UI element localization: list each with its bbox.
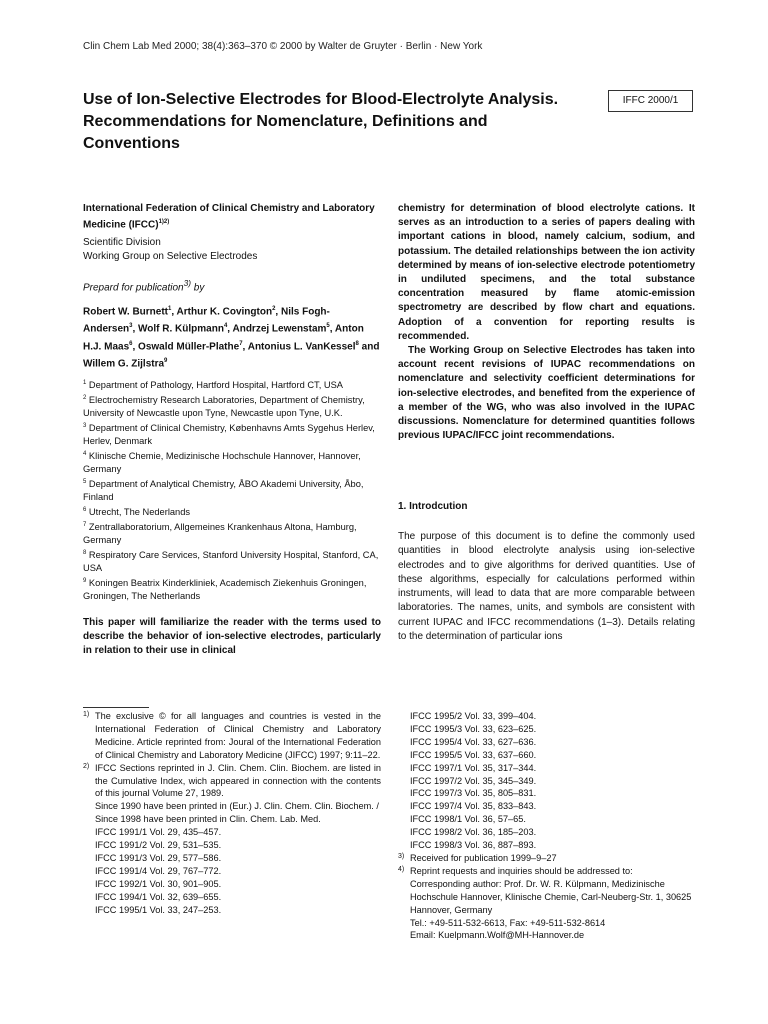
abstract-left: This paper will familiarize the reader with the terms used to describe the behavior of ion-selective electrodes, particularly in relation to their use in clinical	[83, 617, 381, 657]
prepared-label: Prepard for publication	[83, 282, 184, 294]
prepared-by: by	[191, 282, 205, 294]
author-mark: 9	[164, 358, 168, 365]
ifcc-reference: IFCC 1998/2 Vol. 36, 185–203.	[410, 827, 537, 838]
footnotes-left	[83, 710, 381, 917]
affiliation-text: Klinische Chemie, Medizinische Hochschule Hannover, Hannover, Germany	[83, 451, 361, 475]
author-mark: 2	[272, 306, 276, 313]
organization-footnote-marks: 1)2)	[158, 218, 170, 225]
affiliation-text: Department of Analytical Chemistry, ÅBO Akademi University, Åbo, Finland	[83, 479, 364, 503]
author-name: , Oswald Müller-Plathe	[132, 341, 240, 353]
footnote-item	[398, 852, 695, 865]
article-title: Use of Ion-Selective Electrodes for Blood-Electrolyte Analysis. Recommendations for Nomenclature, Definitions and Conventions	[83, 91, 559, 152]
ifcc-document-code: IFFC 2000/1	[608, 90, 693, 112]
ifcc-reference: IFCC 1995/2 Vol. 33, 399–404.	[410, 711, 537, 721]
affiliation-item	[83, 448, 381, 476]
affiliation-text: Department of Pathology, Hartford Hospital, Hartford CT, USA	[86, 380, 343, 391]
affiliation-text: Utrecht, The Nederlands	[86, 507, 191, 518]
author-list	[83, 302, 381, 371]
footnote-item	[398, 865, 695, 917]
ifcc-reference: IFCC 1998/1 Vol. 36, 57–65.	[410, 814, 526, 825]
author-name: , Nils Fogh-Andersen	[83, 306, 330, 335]
scientific-division: Scientific Division	[83, 237, 161, 249]
affiliation-mark: 1	[83, 380, 87, 387]
ifcc-reference: IFCC 1992/1 Vol. 30, 901–905.	[95, 878, 222, 889]
author-mark: 3	[129, 323, 133, 330]
author-name: , Arthur K. Covington	[171, 306, 273, 318]
abstract-right-paragraph-2: The Working Group on Selective Electrodes has taken into account recent revisions of IUPAC recommendations on nomenclature and selectivity coefficient determinations for ion-selective electrodes, and benefited from the experience of a member of the WG, who was also involved in the IUPAC discussions. Nomenclature for determined quantities follows previous IUPAC/IFCC joint recommendations.	[398, 345, 695, 442]
affiliation-item	[83, 575, 381, 603]
footnote-item	[83, 762, 381, 801]
affiliation-mark: 7	[83, 522, 87, 529]
author-mark: 5	[326, 323, 330, 330]
prepared-footnote-mark: 3)	[183, 278, 192, 289]
ifcc-reference: IFCC 1994/1 Vol. 32, 639–655.	[95, 891, 222, 902]
author-name: , Wolf R. Külpmann	[132, 323, 224, 335]
footnote-mark: 2)	[83, 762, 90, 770]
author-mark: 1	[168, 306, 172, 313]
affiliation-list	[83, 377, 381, 602]
affiliation-item	[83, 377, 381, 392]
footnote-continuation: Since 1990 have been printed in (Eur.) J. Clin. Chem. Clin. Biochem. / Since 1998 have been printed in Clin. Chem. Lab. Med.	[95, 801, 379, 825]
author-mark: 8	[355, 340, 359, 347]
author-mark: 6	[129, 340, 133, 347]
author-mark: 7	[239, 340, 243, 347]
ifcc-reference: IFCC 1991/2 Vol. 29, 531–535.	[95, 840, 222, 851]
affiliation-mark: 6	[83, 507, 87, 514]
ifcc-reference: IFCC 1995/5 Vol. 33, 637–660.	[410, 749, 537, 760]
author-name: , Antonius L. VanKessel	[242, 341, 356, 353]
ifcc-reference: IFCC 1991/1 Vol. 29, 435–457.	[95, 827, 222, 838]
author-name: Robert W. Burnett	[83, 306, 168, 318]
affiliation-mark: 3	[83, 423, 87, 430]
ifcc-reference: IFCC 1997/1 Vol. 35, 317–344.	[410, 762, 537, 773]
affiliation-mark: 8	[83, 550, 87, 556]
author-name: and Willem G. Zijlstra	[83, 341, 380, 370]
footnote-rule	[83, 707, 149, 708]
ifcc-reference: IFCC 1991/3 Vol. 29, 577–586.	[95, 852, 222, 863]
affiliation-item	[83, 476, 381, 504]
organization-name	[83, 202, 381, 231]
organization-text: International Federation of Clinical Chemistry and Laboratory Medicine (IFCC)	[83, 203, 375, 230]
affiliation-mark: 2	[83, 395, 87, 402]
ifcc-reference: IFCC 1997/2 Vol. 35, 345–349.	[410, 775, 537, 786]
affiliation-text: Koningen Beatrix Kinderkliniek, Academisch Ziekenhuis Groningen, Groningen, The Netherlands	[83, 578, 367, 601]
footnote-mark: 3)	[398, 852, 405, 860]
ifcc-reference: IFCC 1997/3 Vol. 35, 805–831.	[410, 788, 537, 799]
section-heading: 1. Introdcution	[398, 501, 468, 512]
footnote-text: Reprint requests and inquiries should be addressed to: Corresponding author: Prof. Dr. W. R. Külpmann, Medizinische Hochschule Hannover, Klinische Chemie, Carl-Neuberg-Str. 1, 30625 Hannover, Germany	[410, 865, 692, 915]
affiliation-mark: 9	[83, 577, 87, 584]
affiliation-item	[83, 504, 381, 519]
footnote-text: Received for publication 1999–9–27	[410, 852, 557, 863]
affiliation-text: Zentrallaboratorium, Allgemeines Krankenhaus Altona, Hamburg, Germany	[83, 522, 357, 546]
affiliation-text: Respiratory Care Services, Stanford University Hospital, Stanford, CA, USA	[83, 550, 379, 573]
affiliation-text: Electrochemistry Research Laboratories, Department of Chemistry, University of Newcastle upon Tyne, Newcastle upon Tyne, U.K.	[83, 395, 365, 419]
author-name: , Anton H.J. Maas	[83, 323, 364, 353]
author-name: , Andrzej Lewenstam	[227, 323, 327, 335]
footnote-text: IFCC Sections reprinted in J. Clin. Chem. Clin. Biochem. are listed in the Cumulative Index, wich appeared in connection with the contents of this journal Volume 27, 1989.	[95, 762, 381, 799]
abstract-right-paragraph-1: chemistry for determination of blood electrolyte cations. It serves as an introduction to a series of papers dealing with important cations in blood, namely calcium, sodium, and potassium. The detailed relationships between the ion activity determined by means of ion-selective electrode potentiometry in undiluted specimens, and the total substance concentration measured by flame atomic-emission spectrometry are described by flow chart and equations. Adoption of a convention for reporting results is recommended.	[398, 203, 695, 342]
right-column	[398, 202, 695, 443]
contact-phone: Tel.: +49-511-532-6613, Fax: +49-511-532-8614	[410, 917, 606, 928]
ifcc-reference: IFCC 1991/4 Vol. 29, 767–772.	[95, 865, 222, 876]
affiliation-mark: 4	[83, 451, 87, 458]
intro-block	[398, 530, 695, 644]
abstract-left-block	[83, 616, 381, 659]
author-mark: 4	[223, 323, 228, 330]
footnote-item	[83, 710, 381, 762]
ifcc-reference: IFCC 1995/1 Vol. 33, 247–253.	[95, 904, 222, 915]
footnote-mark: 1)	[83, 711, 90, 718]
prepared-for-publication	[83, 277, 381, 295]
footnote-text: The exclusive © for all languages and countries is vested in the International Federation of Clinical Chemistry and Laboratory Medicine. Article reprinted from: Joural of the International Federation of Clinical Chemistry and Laboratory Medicine (JIFCC) 1997; 9:11–22.	[95, 711, 381, 760]
affiliation-item	[83, 519, 381, 547]
intro-paragraph: The purpose of this document is to define the commonly used quantities in blood electrolyte analysis using ion-selective electrodes and to give algorithms for derived quantities. Use of these algorithms, especially for calculations performed within instruments, will lead to data that are more comparable between laboratories. The names, units, and symbols are consistent with current IUPAC and IFCC recommendations (1–3). Details relating to the determination of particular ions	[398, 531, 695, 643]
journal-citation-line: Clin Chem Lab Med 2000; 38(4):363–370 © 2000 by Walter de Gruyter · Berlin · New York	[83, 41, 483, 52]
contact-email: Email: Kuelpmann.Wolf@MH-Hannover.de	[410, 930, 585, 941]
working-group: Working Group on Selective Electrodes	[83, 250, 258, 262]
left-column	[83, 202, 381, 603]
affiliation-item	[83, 547, 381, 575]
footnote-mark: 4)	[398, 865, 405, 873]
section-heading-block	[398, 501, 695, 512]
ifcc-reference: IFCC 1995/4 Vol. 33, 627–636.	[410, 736, 537, 747]
affiliation-item	[83, 420, 381, 448]
ifcc-reference: IFCC 1997/4 Vol. 35, 833–843.	[410, 801, 537, 812]
footnotes-right	[398, 710, 695, 942]
ifcc-reference: IFCC 1995/3 Vol. 33, 623–625.	[410, 723, 537, 734]
affiliation-text: Department of Clinical Chemistry, Københavns Amts Sygehus Herlev, Herlev, Denmark	[83, 423, 375, 447]
affiliation-mark: 5	[83, 479, 87, 486]
ifcc-reference: IFCC 1998/3 Vol. 36, 887–893.	[410, 840, 537, 851]
affiliation-item	[83, 392, 381, 420]
